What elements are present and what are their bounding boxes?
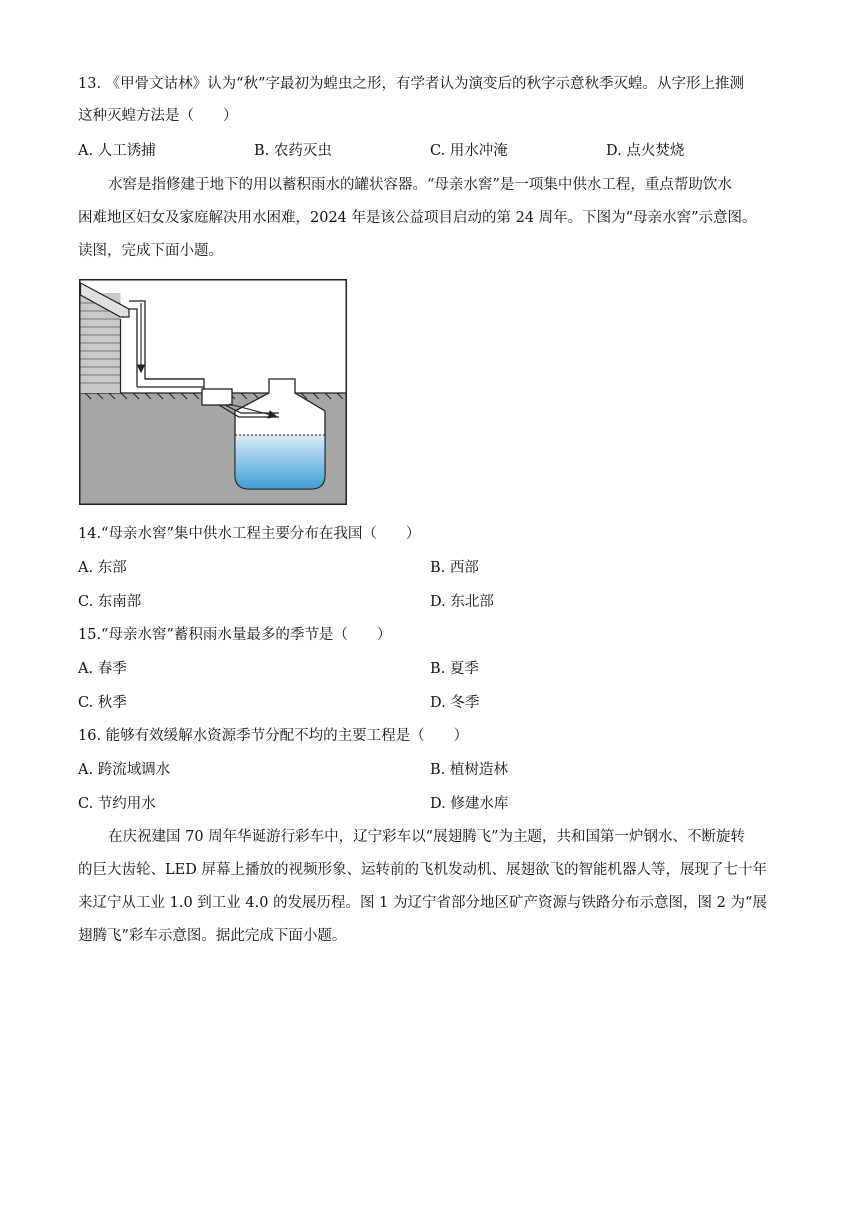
- q16-option-a: A. 跨流域调水: [78, 762, 171, 778]
- q13-stem-line1: 13. 《甲骨文诂林》认为“秋”字最初为蝗虫之形，有学者认为演变后的秋字示意秋季灭蝗。从字形上推测: [78, 76, 744, 92]
- q14-stem: 14.“母亲水窖”集中供水工程主要分布在我国（ ）: [78, 526, 421, 542]
- q13-option-a: A. 人工诱捕: [78, 143, 156, 159]
- passage1-line3: 读图，完成下面小题。: [78, 243, 223, 259]
- q14-option-a: A. 东部: [78, 560, 127, 576]
- q16-option-b: B. 植树造林: [430, 762, 508, 778]
- q15-option-c: C. 秋季: [78, 695, 127, 711]
- water-cellar-diagram: [79, 279, 347, 505]
- passage2-line2: 的巨大齿轮、LED 屏幕上播放的视频形象、运转前的飞机发动机、展翅欲飞的智能机器人等，展现了七十年: [78, 862, 767, 878]
- q13-option-b: B. 农药灭虫: [254, 143, 332, 159]
- q15-stem: 15.“母亲水窖”蓄积雨水量最多的季节是（ ）: [78, 627, 392, 643]
- q15-option-d: D. 冬季: [430, 695, 480, 711]
- q14-option-b: B. 西部: [430, 560, 479, 576]
- q14-option-c: C. 东南部: [78, 594, 142, 610]
- q13-option-c: C. 用水冲淹: [430, 143, 508, 159]
- q13-option-d: D. 点火焚烧: [606, 143, 685, 159]
- q15-option-b: B. 夏季: [430, 661, 479, 677]
- q16-option-d: D. 修建水库: [430, 796, 509, 812]
- q16-option-c: C. 节约用水: [78, 796, 156, 812]
- passage1-line1: 水窖是指修建于地下的用以蓄积雨水的罐状容器。“母亲水窖”是一项集中供水工程，重点帮助饮水: [108, 177, 732, 193]
- passage1-line2: 困难地区妇女及家庭解决用水困难，2024 年是该公益项目启动的第 24 周年。下图为“母亲水窖”示意图。: [78, 210, 757, 226]
- q13-stem-line2: 这种灭蝗方法是（ ）: [78, 108, 238, 124]
- passage2-line3: 来辽宁从工业 1.0 到工业 4.0 的发展历程。图 1 为辽宁省部分地区矿产资源与铁路分布示意图，图 2 为“展: [78, 895, 767, 911]
- q14-option-d: D. 东北部: [430, 594, 494, 610]
- q16-stem: 16. 能够有效缓解水资源季节分配不均的主要工程是（ ）: [78, 728, 469, 744]
- passage2-line1: 在庆祝建国 70 周年华诞游行彩车中，辽宁彩车以“展翅腾飞”为主题，共和国第一炉钢水、不断旋转: [108, 829, 745, 845]
- passage2-line4: 翅腾飞”彩车示意图。据此完成下面小题。: [78, 928, 347, 944]
- q15-option-a: A. 春季: [78, 661, 127, 677]
